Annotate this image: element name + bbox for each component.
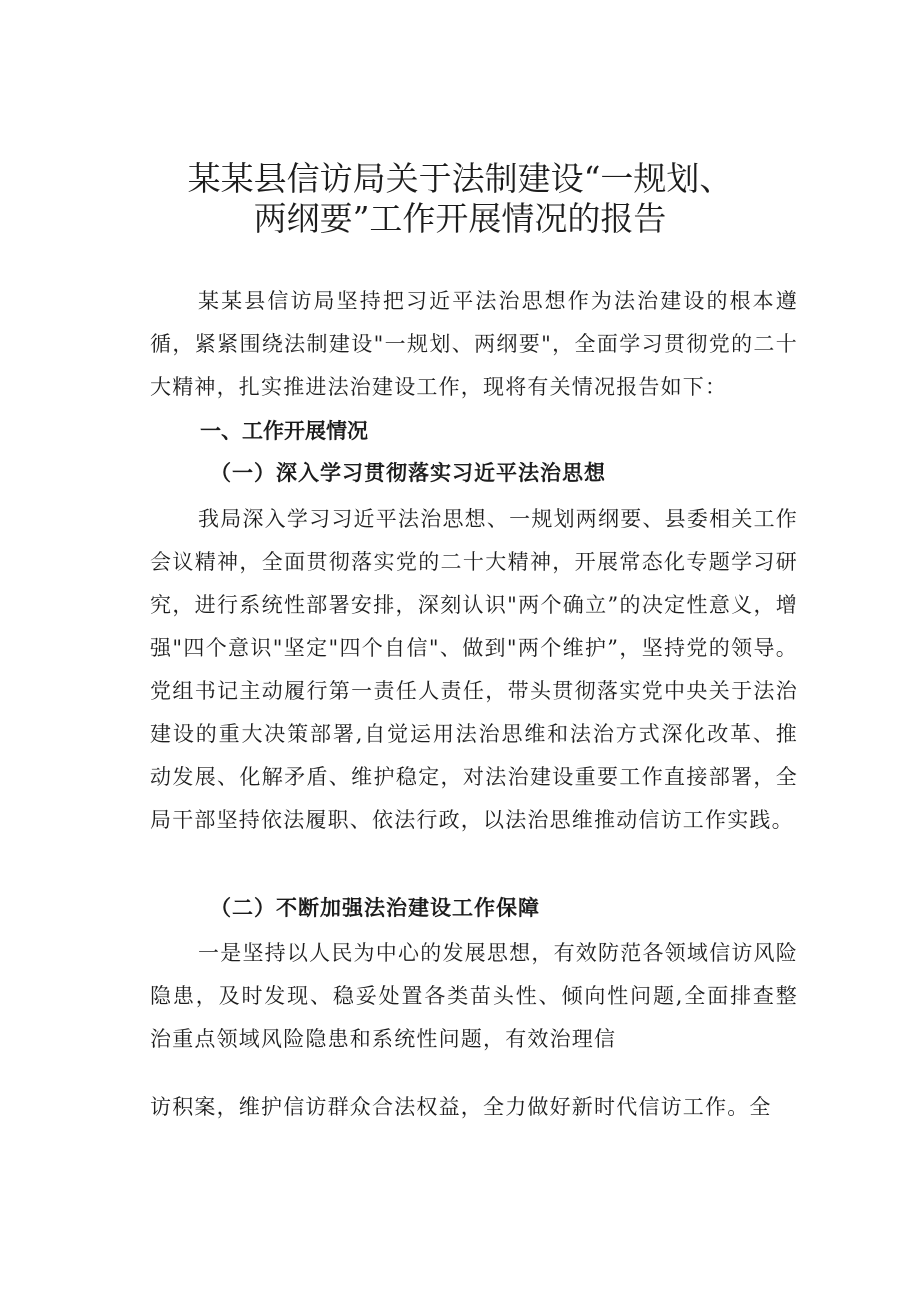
intro-paragraph: 某某县信访局坚持把习近平法治思想作为法治建设的根本遵循，紧紧围绕法制建设"一规划、两纲要"，全面学习贯彻党的二十大精神，扎实推进法治建设工作，现将有关情况报告如下：	[150, 289, 798, 399]
subsection-2-paragraph: 一是坚持以人民为中心的发展思想，有效防范各领域信访风险隐患，及时发现、稳妥处置各类苗头性、倾向性问题,全面排查整治重点领域风险隐患和系统性问题，有效治理信	[150, 941, 798, 1051]
section-heading-1: 一、工作开展情况	[200, 419, 368, 443]
continued-paragraph: 访积案，维护信访群众合法权益，全力做好新时代信访工作。全	[150, 1095, 772, 1119]
subsection-1-paragraph: 我局深入学习习近平法治思想、一规划两纲要、县委相关工作会议精神，全面贯彻落实党的二十大精神，开展常态化专题学习研究，进行系统性部署安排，深刻认识"两个确立”的决定性意义，增强"四个意识"坚定"四个自信"、做到"两个维护”，坚持党的领导。党组书记主动履行第一责任人责任，带头贯彻落实党中央关于法治建设的重大决策部署,自觉运用法治思维和法治方式深化改革、推动发展、化解矛盾、维护稳定，对法治建设重要工作直接部署，全局干部坚持依法履职、依法行政，以法治思维推动信访工作实践。	[150, 507, 798, 832]
document-title-line-1: 某某县信访局关于法制建设“一规划、	[187, 159, 733, 198]
subsection-heading-1: （一）深入学习贯彻落实习近平法治思想	[210, 460, 606, 485]
document-title-line-2: 两纲要”工作开展情况的报告	[253, 199, 667, 238]
subsection-heading-2: （二）不断加强法治建设工作保障	[210, 895, 540, 920]
